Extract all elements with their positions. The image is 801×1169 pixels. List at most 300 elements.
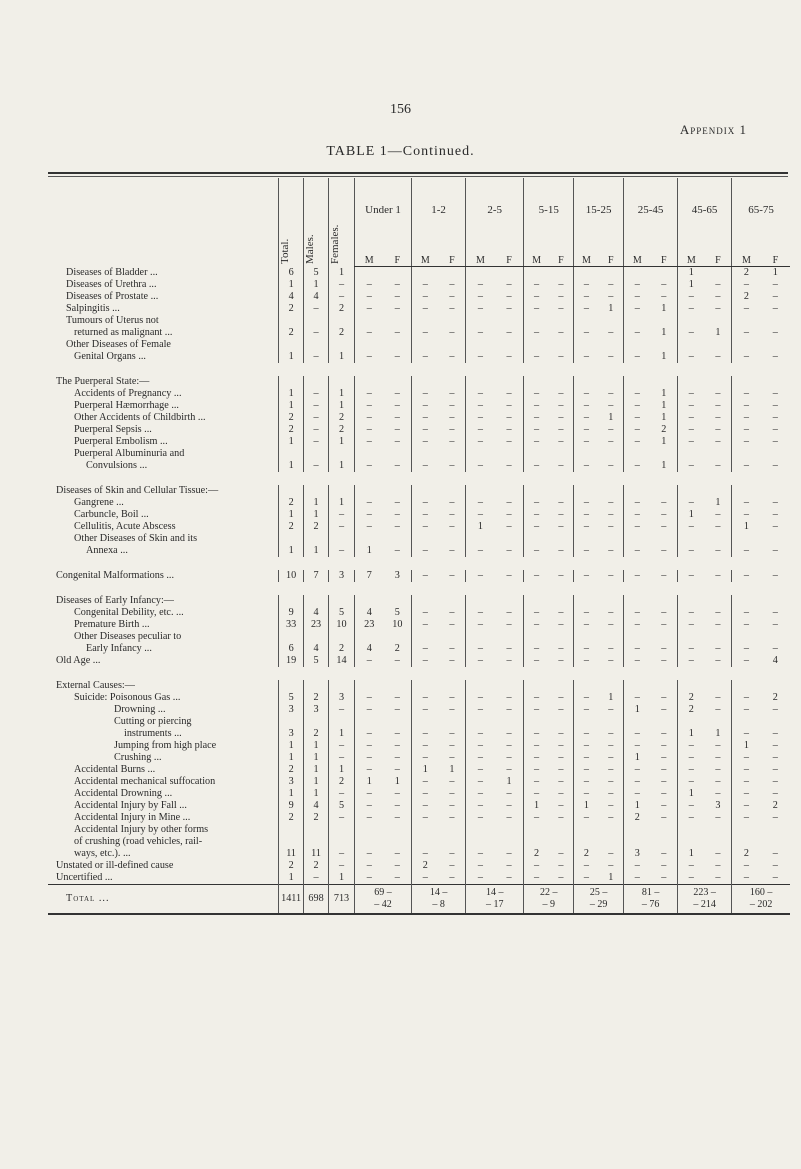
cell-age-3-f: –: [558, 520, 564, 532]
total-label: Total ...: [48, 884, 279, 914]
cell-age-1-f: –: [449, 739, 455, 751]
cell-age-1-m: –: [412, 728, 439, 740]
cell-age-6-m: –: [678, 497, 705, 509]
cell-age-3-m: –: [524, 400, 549, 412]
cell-males: [304, 716, 329, 728]
cell-age-4-f: [599, 533, 624, 545]
cell-age-3-m: –: [524, 436, 549, 448]
cell-age-4-m: [574, 680, 599, 692]
total-age-0: [354, 884, 411, 914]
cell-age-0-m: 4: [354, 643, 383, 655]
cell-age-2-f: [495, 315, 524, 327]
cell-age-6-f: [705, 376, 732, 388]
cell-age-1-m: [412, 485, 439, 497]
cell-age-7-f: [761, 595, 790, 607]
cell-age-7-m: –: [732, 388, 761, 400]
cell-age-6-f: –: [715, 847, 721, 859]
cell-age-1-m: [412, 266, 439, 279]
cell-age-7-m: [732, 595, 761, 607]
cell-age-5-f: [651, 376, 678, 388]
row-label: Drowning ...: [114, 703, 166, 715]
cell-age-6-m: –: [678, 521, 705, 533]
cell-age-6-m: [678, 376, 705, 388]
cell-age-3-m: –: [524, 704, 549, 716]
cell-age-5-f: 1: [661, 459, 667, 471]
cell-age-0-f: [384, 595, 412, 607]
cell-age-4-m: [574, 485, 599, 497]
cell-age-5-f: –: [661, 811, 667, 823]
cell-age-3-m: [524, 836, 549, 848]
row-label: Congenital Malformations ...: [56, 569, 174, 581]
cell-age-3-f: [549, 824, 574, 836]
cell-age-3-m: –: [524, 643, 549, 655]
cell-age-3-f: [549, 448, 574, 460]
cell-age-6-f: –: [715, 435, 721, 447]
cell-females: –: [329, 812, 355, 824]
table-row: [48, 800, 790, 812]
cell-males: 1: [304, 764, 329, 776]
cell-age-0-f: –: [394, 703, 400, 715]
cell-age-5-f: –: [661, 544, 667, 556]
cell-age-3-m: [524, 631, 549, 643]
cell-age-0-m: –: [354, 860, 383, 872]
cell-age-7-f: –: [772, 520, 778, 532]
cell-age-2-m: [466, 448, 495, 460]
row-label: Puerperal Sepsis ...: [74, 423, 152, 435]
cell-age-5-f: –: [661, 727, 667, 739]
cell-age-2-f: –: [506, 569, 512, 581]
row-label: Accidental Injury by Fall ...: [74, 799, 187, 811]
cell-age-5-f: [651, 824, 678, 836]
cell-males: [304, 376, 329, 388]
total-age-2: [466, 884, 524, 914]
cell-age-2-m: [466, 315, 495, 327]
cell-age-5-m: [624, 533, 651, 545]
cell-age-0-f: –: [394, 350, 400, 362]
cell-age-7-m: –: [732, 704, 761, 716]
cell-age-2-f: –: [506, 847, 512, 859]
cell-age-3-f: –: [558, 799, 564, 811]
cell-age-3-m: –: [524, 872, 549, 885]
cell-age-0-f: –: [394, 787, 400, 799]
cell-males: –: [304, 424, 329, 436]
row-label: Accidental Injury in Mine ...: [74, 811, 191, 823]
cell-age-6-f: –: [715, 763, 721, 775]
cell-age-2-f: –: [506, 387, 512, 399]
cell-males: [304, 824, 329, 836]
cell-age-2-m: [466, 716, 495, 728]
cell-age-1-f: –: [449, 775, 455, 787]
cell-females: [329, 485, 355, 497]
cell-males: 2: [304, 521, 329, 533]
cell-age-3-f: –: [558, 326, 564, 338]
cell-age-5-f: [651, 533, 678, 545]
total-age-3-male: 22 –: [540, 886, 558, 898]
cell-age-6-m: –: [678, 872, 705, 885]
cell-age-1-f: –: [449, 508, 455, 520]
cell-age-2-m: –: [466, 509, 495, 521]
cell-age-3-f: –: [558, 739, 564, 751]
table-row: [48, 279, 790, 291]
cell-age-7-m: –: [732, 655, 761, 667]
cell-age-0-m: [354, 595, 383, 607]
cell-males: [304, 680, 329, 692]
cell-age-3-m: –: [524, 740, 549, 752]
cell-age-7-m: [732, 836, 761, 848]
cell-males: 4: [304, 643, 329, 655]
cell-total: 2: [279, 412, 304, 424]
cell-age-5-m: –: [624, 619, 651, 631]
cell-age-6-m: –: [678, 460, 705, 472]
table-row: [48, 776, 790, 788]
top-rule: [48, 172, 788, 174]
cell-age-3-m: 2: [524, 848, 549, 860]
cell-age-1-f: [439, 266, 466, 279]
cell-age-5-f: –: [661, 654, 667, 666]
cell-males: 1: [304, 752, 329, 764]
cell-age-5-f: –: [661, 520, 667, 532]
header-age-45-65: 45-65: [678, 178, 732, 243]
cell-total: 1: [279, 545, 304, 557]
cell-age-1-f: –: [449, 799, 455, 811]
cell-age-6-f: 1: [715, 727, 721, 739]
cell-age-2-m: –: [466, 655, 495, 667]
row-label: Jumping from high place: [114, 739, 217, 751]
cell-age-6-f: –: [715, 739, 721, 751]
cell-age-1-f: –: [449, 751, 455, 763]
cell-males: [304, 315, 329, 327]
cell-age-6-f: [705, 485, 732, 497]
cell-age-5-m: –: [624, 351, 651, 363]
cell-age-4-m: –: [574, 812, 599, 824]
cell-age-0-f: –: [394, 290, 400, 302]
cell-age-6-m: [678, 836, 705, 848]
cell-age-2-m: –: [466, 497, 495, 509]
cell-age-2-f: –: [506, 302, 512, 314]
cell-age-6-m: 1: [678, 509, 705, 521]
cell-age-4-m: [574, 533, 599, 545]
total-age-6: [678, 884, 732, 914]
cell-age-2-m: [466, 680, 495, 692]
cell-age-3-f: [549, 595, 574, 607]
row-label: instruments ...: [124, 727, 182, 739]
cell-age-4-m: 1: [574, 800, 599, 812]
cell-total: 1: [279, 740, 304, 752]
cell-age-0-m: –: [354, 303, 383, 315]
cell-females: –: [329, 788, 355, 800]
cell-age-2-f: [495, 824, 524, 836]
cell-age-7-m: –: [732, 607, 761, 619]
cell-age-2-m: –: [466, 351, 495, 363]
table-row: [48, 315, 790, 327]
cell-females: 3: [329, 570, 355, 582]
cell-age-3-f: [549, 631, 574, 643]
cell-age-6-f: [705, 836, 732, 848]
table-row: [48, 424, 790, 436]
cell-age-2-m: –: [466, 412, 495, 424]
row-label: External Causes:—: [56, 679, 135, 691]
cell-age-4-m: –: [574, 327, 599, 339]
cell-age-1-m: 2: [412, 860, 439, 872]
cell-females: 1: [329, 436, 355, 448]
total-age-5: [624, 884, 678, 914]
cell-females: [329, 376, 355, 388]
cell-age-6-m: –: [678, 327, 705, 339]
cell-age-5-f: –: [661, 859, 667, 871]
cell-age-7-f: [761, 716, 790, 728]
cell-age-5-m: [624, 716, 651, 728]
row-label: Puerperal Embolism ...: [74, 435, 168, 447]
header-age-under-1: Under 1: [354, 178, 411, 243]
cell-age-7-f: –: [772, 847, 778, 859]
cell-age-0-f: [384, 448, 412, 460]
cell-age-6-f: [705, 824, 732, 836]
cell-age-4-f: –: [608, 703, 614, 715]
cell-age-4-f: [599, 716, 624, 728]
table-row: [48, 412, 790, 424]
cell-age-1-m: [412, 824, 439, 836]
cell-age-1-f: –: [449, 326, 455, 338]
cell-age-2-m: –: [466, 424, 495, 436]
row-label: Accidental Injury by other forms: [74, 823, 209, 835]
cell-age-3-m: –: [524, 545, 549, 557]
cell-age-5-m: –: [624, 412, 651, 424]
cell-age-5-m: –: [624, 545, 651, 557]
table-row: [48, 764, 790, 776]
cell-age-7-m: –: [732, 619, 761, 631]
cell-age-0-f: –: [394, 520, 400, 532]
cell-females: –: [329, 291, 355, 303]
cell-females: 3: [329, 692, 355, 704]
cell-age-5-f: [651, 631, 678, 643]
cell-age-3-f: –: [558, 411, 564, 423]
cell-females: 2: [329, 303, 355, 315]
cell-age-3-m: –: [524, 812, 549, 824]
cell-total: 3: [279, 776, 304, 788]
row-label: Other Diseases peculiar to: [74, 630, 182, 642]
cell-age-6-f: –: [715, 775, 721, 787]
cell-age-5-f: –: [661, 799, 667, 811]
cell-age-3-f: –: [558, 859, 564, 871]
table-row: [48, 836, 790, 848]
cell-age-0-f: [384, 376, 412, 388]
cell-age-1-m: [412, 533, 439, 545]
cell-age-5-f: –: [661, 569, 667, 581]
cell-age-5-f: –: [661, 642, 667, 654]
table-row: [48, 509, 790, 521]
cell-age-3-f: [549, 680, 574, 692]
cell-total: 1: [279, 436, 304, 448]
cell-age-0-m: –: [354, 400, 383, 412]
header-m-1: M: [412, 243, 439, 266]
table-row: [48, 860, 790, 872]
spacer-cell: [48, 667, 790, 680]
cell-age-3-f: [549, 315, 574, 327]
total-age-3: [524, 884, 574, 914]
cell-age-3-m: –: [524, 460, 549, 472]
cell-age-2-m: –: [466, 279, 495, 291]
cell-age-0-m: [354, 631, 383, 643]
row-label: Tumours of Uterus not: [66, 314, 159, 326]
cell-age-0-f: –: [394, 387, 400, 399]
cell-age-6-f: –: [715, 859, 721, 871]
cell-females: –: [329, 509, 355, 521]
cell-age-2-f: –: [506, 787, 512, 799]
cell-age-7-m: [732, 716, 761, 728]
cell-age-4-m: –: [574, 291, 599, 303]
cell-age-4-m: –: [574, 279, 599, 291]
cell-total: 4: [279, 291, 304, 303]
cell-age-5-f: [651, 315, 678, 327]
cell-age-2-f: –: [506, 618, 512, 630]
cell-age-5-f: –: [661, 775, 667, 787]
total-age-1-female: – 8: [432, 898, 445, 910]
cell-age-1-f: [439, 315, 466, 327]
cell-age-1-f: –: [449, 350, 455, 362]
cell-age-4-m: –: [574, 424, 599, 436]
cell-age-2-m: –: [466, 692, 495, 704]
page-number: 156: [390, 102, 411, 117]
cell-age-1-f: –: [449, 654, 455, 666]
cell-males: 4: [304, 800, 329, 812]
cell-age-6-f: –: [715, 290, 721, 302]
cell-age-0-f: [384, 824, 412, 836]
cell-age-2-m: [466, 631, 495, 643]
cell-age-1-m: –: [412, 497, 439, 509]
cell-age-0-f: [384, 485, 412, 497]
cell-age-7-m: –: [732, 692, 761, 704]
cell-age-5-f: [651, 448, 678, 460]
cell-age-2-m: [466, 376, 495, 388]
cell-age-4-m: –: [574, 764, 599, 776]
cell-age-3-m: –: [524, 655, 549, 667]
cell-age-1-m: –: [412, 521, 439, 533]
cell-age-3-f: –: [558, 544, 564, 556]
cell-age-0-f: 1: [394, 775, 400, 787]
spacer-row: [48, 557, 790, 570]
cell-age-0-m: –: [354, 812, 383, 824]
table-row: [48, 728, 790, 740]
cell-age-1-m: 1: [412, 764, 439, 776]
cell-age-2-m: –: [466, 728, 495, 740]
cell-total: 1: [279, 752, 304, 764]
row-label: Carbuncle, Boil ...: [74, 508, 149, 520]
table-row: [48, 812, 790, 824]
cell-age-2-f: [495, 339, 524, 351]
cell-age-5-m: –: [624, 764, 651, 776]
cell-age-3-f: –: [558, 387, 564, 399]
table-row: [48, 339, 790, 351]
cell-age-0-m: [354, 716, 383, 728]
cell-age-6-f: [705, 339, 732, 351]
cell-age-3-m: –: [524, 607, 549, 619]
cell-males: 1: [304, 279, 329, 291]
cell-age-4-m: –: [574, 788, 599, 800]
cell-age-2-m: –: [466, 607, 495, 619]
row-label: Uncertified ...: [56, 871, 113, 883]
cell-age-6-f: 1: [715, 326, 721, 338]
header-f-0: F: [384, 243, 412, 266]
cell-age-7-m: [732, 376, 761, 388]
cell-females: 2: [329, 776, 355, 788]
cell-age-3-m: [524, 824, 549, 836]
cell-age-2-f: –: [506, 278, 512, 290]
header-age-2-5: 2-5: [466, 178, 524, 243]
cell-age-3-f: –: [558, 290, 564, 302]
cell-age-5-m: [624, 595, 651, 607]
cell-age-1-m: –: [412, 655, 439, 667]
header-f-2: F: [495, 243, 524, 266]
cell-age-2-m: –: [466, 752, 495, 764]
header-females: Females.: [329, 178, 355, 266]
cell-age-4-f: –: [608, 423, 614, 435]
cell-age-0-f: –: [394, 423, 400, 435]
cell-age-3-m: [524, 716, 549, 728]
cell-age-7-f: –: [772, 775, 778, 787]
cell-age-4-m: –: [574, 521, 599, 533]
cell-age-4-m: [574, 836, 599, 848]
cell-age-0-f: [384, 339, 412, 351]
total-age-4-female: – 29: [589, 898, 608, 910]
cell-age-5-m: [624, 266, 651, 279]
cell-age-3-m: –: [524, 728, 549, 740]
cell-age-2-f: –: [506, 859, 512, 871]
cell-age-4-m: –: [574, 740, 599, 752]
cell-age-0-f: 2: [394, 642, 400, 654]
cell-males: 1: [304, 788, 329, 800]
cell-total: [279, 836, 304, 848]
cell-age-3-f: [549, 339, 574, 351]
cell-age-3-m: –: [524, 788, 549, 800]
cell-age-1-f: –: [449, 859, 455, 871]
table-row: [48, 704, 790, 716]
cell-females: [329, 824, 355, 836]
cell-females: 5: [329, 800, 355, 812]
cell-age-0-m: –: [354, 704, 383, 716]
cell-age-1-f: –: [449, 399, 455, 411]
cell-males: 1: [304, 545, 329, 557]
cell-age-2-f: [495, 595, 524, 607]
cell-age-3-f: –: [558, 703, 564, 715]
cell-age-5-m: –: [624, 509, 651, 521]
table-row: [48, 680, 790, 692]
header-males: Males.: [304, 178, 329, 266]
cell-age-6-m: –: [678, 351, 705, 363]
cell-age-4-f: [599, 485, 624, 497]
header-m-0: M: [354, 243, 383, 266]
cell-age-6-m: [678, 716, 705, 728]
cell-age-5-f: 1: [661, 399, 667, 411]
cell-age-2-f: –: [506, 654, 512, 666]
table-row: [48, 848, 790, 860]
cell-age-4-f: [599, 631, 624, 643]
cell-age-3-m: –: [524, 303, 549, 315]
cell-age-5-f: [651, 680, 678, 692]
table-row: [48, 570, 790, 582]
cell-age-1-m: –: [412, 619, 439, 631]
cell-age-5-m: –: [624, 460, 651, 472]
cell-age-3-m: –: [524, 351, 549, 363]
cell-total: [279, 680, 304, 692]
cell-age-6-m: –: [678, 740, 705, 752]
cell-age-3-f: –: [558, 811, 564, 823]
cell-total: 1: [279, 460, 304, 472]
cell-age-0-f: –: [394, 811, 400, 823]
total-age-4-male: 25 –: [589, 886, 608, 898]
cell-age-1-f: –: [449, 302, 455, 314]
cell-age-7-f: –: [772, 739, 778, 751]
cell-age-4-f: 1: [608, 302, 614, 314]
